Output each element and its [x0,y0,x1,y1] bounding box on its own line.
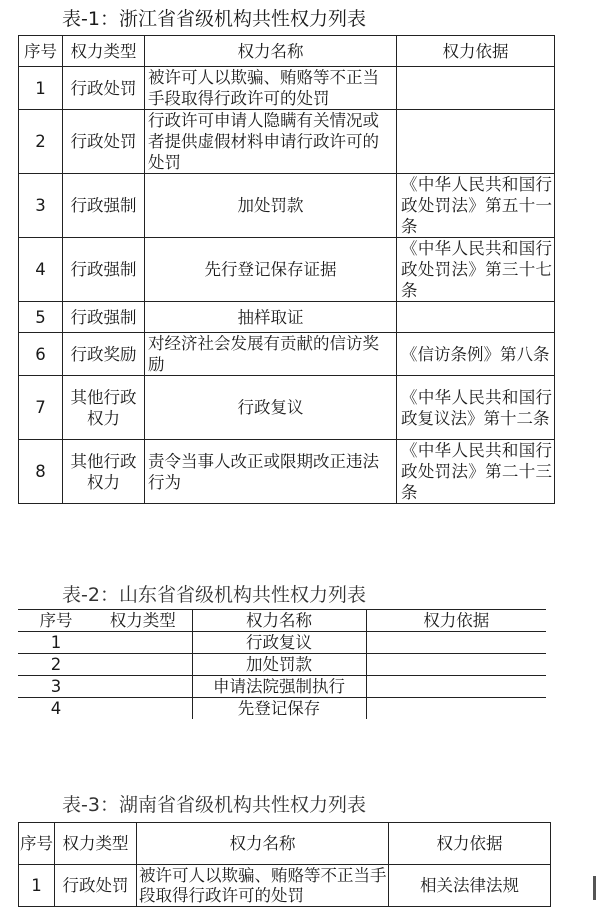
row-name: 被许可人以欺骗、贿赂等不正当手段取得行政许可的处罚 [137,865,389,907]
row-no: 2 [19,110,63,174]
table-row [19,67,555,110]
header-no: 序号 [19,823,55,865]
row-basis [366,654,546,676]
table-row [19,302,555,333]
header-basis: 权力依据 [397,36,555,67]
row-no: 1 [19,865,55,907]
row-basis [397,110,555,174]
row-type: 行政奖励 [63,333,145,376]
header-no: 序号 [18,610,94,632]
row-basis [397,302,555,333]
row-basis [366,698,546,720]
edge-mark [593,876,596,900]
row-no: 3 [18,676,94,698]
row-name: 加处罚款 [145,174,397,238]
row-type: 行政强制 [63,238,145,302]
row-no: 2 [18,654,94,676]
row-type [94,698,192,720]
row-name: 对经济社会发展有贡献的信访奖励 [145,333,397,376]
table-row [19,333,555,376]
table-row [18,632,546,654]
row-type: 行政强制 [63,174,145,238]
row-name: 加处罚款 [192,654,366,676]
header-basis: 权力依据 [389,823,551,865]
row-no: 3 [19,174,63,238]
table2-caption: 表-2：山东省省级机构共性权力列表 [62,584,366,606]
row-type: 行政处罚 [63,67,145,110]
row-no: 6 [19,333,63,376]
row-name: 责令当事人改正或限期改正违法行为 [145,440,397,504]
header-type: 权力类型 [55,823,137,865]
row-name: 抽样取证 [145,302,397,333]
header-basis: 权力依据 [366,610,546,632]
table-row [19,376,555,440]
row-basis: 《信访条例》第八条 [397,333,555,376]
row-type [94,632,192,654]
row-basis [397,67,555,110]
row-name: 先登记保存 [192,698,366,720]
hunan-powers-table [18,822,551,907]
table-row [19,865,551,907]
row-basis [366,632,546,654]
header-name: 权力名称 [145,36,397,67]
row-no: 7 [19,376,63,440]
row-type: 行政强制 [63,302,145,333]
row-name: 申请法院强制执行 [192,676,366,698]
header-no: 序号 [19,36,63,67]
table-row [18,698,546,720]
row-no: 5 [19,302,63,333]
row-type: 行政处罚 [55,865,137,907]
header-name: 权力名称 [192,610,366,632]
row-no: 8 [19,440,63,504]
shandong-powers-table [18,609,546,719]
table-row [18,654,546,676]
row-name: 行政许可申请人隐瞒有关情况或者提供虚假材料申请行政许可的处罚 [145,110,397,174]
table-row [19,238,555,302]
row-type: 其他行政权力 [63,440,145,504]
header-type: 权力类型 [63,36,145,67]
row-type: 行政处罚 [63,110,145,174]
table-row [19,174,555,238]
row-no: 1 [19,67,63,110]
table-row [19,440,555,504]
row-no: 4 [19,238,63,302]
row-type [94,654,192,676]
row-basis: 《中华人民共和国行政处罚法》第二十三条 [397,440,555,504]
row-name: 先行登记保存证据 [145,238,397,302]
header-name: 权力名称 [137,823,389,865]
row-basis: 相关法律法规 [389,865,551,907]
row-name: 行政复议 [192,632,366,654]
table-row [18,676,546,698]
zhejiang-powers-table [18,35,555,504]
row-type: 其他行政权力 [63,376,145,440]
row-name: 行政复议 [145,376,397,440]
table1-caption: 表-1：浙江省省级机构共性权力列表 [62,8,366,30]
row-basis: 《中华人民共和国行政处罚法》第三十七条 [397,238,555,302]
row-name: 被许可人以欺骗、贿赂等不正当手段取得行政许可的处罚 [145,67,397,110]
row-no: 1 [18,632,94,654]
row-basis: 《中华人民共和国行政处罚法》第五十一条 [397,174,555,238]
table-row [19,110,555,174]
row-basis: 《中华人民共和国行政复议法》第十二条 [397,376,555,440]
table3-caption: 表-3：湖南省省级机构共性权力列表 [62,794,366,816]
row-basis [366,676,546,698]
header-type: 权力类型 [94,610,192,632]
row-type [94,676,192,698]
row-no: 4 [50,699,62,718]
